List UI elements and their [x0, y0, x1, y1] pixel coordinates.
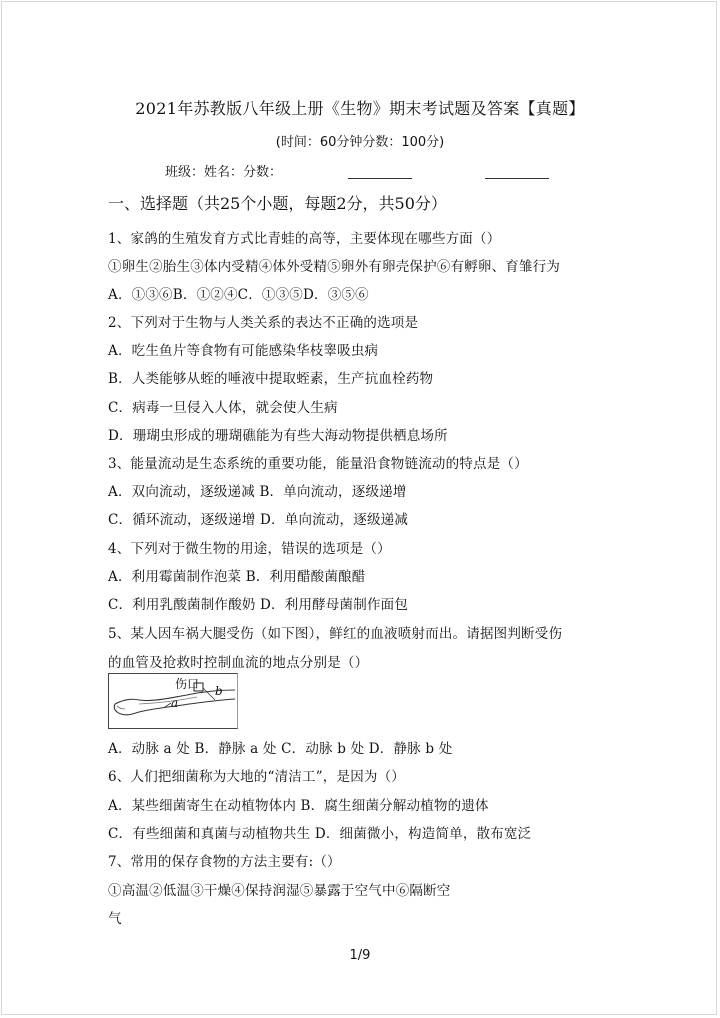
figure-label-a: a [171, 696, 179, 710]
q6-options-cd: C．有些细菌和真菌与动植物共生 D．细菌微小，构造简单，散布宽泛 [108, 826, 532, 842]
q5-stem-line2: 的血管及抢救时控制血流的地点分别是（） [108, 655, 369, 671]
q5-options: A．动脉 a 处 B．静脉 a 处 C．动脉 b 处 D．静脉 b 处 [108, 741, 453, 757]
score-blank-line [485, 178, 549, 179]
student-info-line: 班级：姓名：分数： [165, 165, 283, 180]
q4-options-cd: C．利用乳酸菌制作酸奶 D．利用酵母菌制作面包 [108, 597, 409, 613]
page-number: 1/9 [349, 948, 371, 963]
q7-items-line1: ①高温②低温③干燥④保持润湿⑤暴露于空气中⑥隔断空 [108, 883, 451, 899]
q2-option-d: D．珊瑚虫形成的珊瑚礁能为有些大海动物提供栖息场所 [108, 428, 448, 444]
q7-stem: 7、常用的保存食物的方法主要有:（） [108, 854, 341, 870]
class-blank-line [348, 178, 412, 179]
exam-subtitle: (时间：60分钟分数：100分) [275, 135, 445, 150]
q1-items: ①卵生②胎生③体内受精④体外受精⑤卵外有卵壳保护⑥有孵卵、育雏行为 [108, 259, 561, 275]
q2-option-b: B．人类能够从蛭的唾液中提取蛭素，生产抗血栓药物 [108, 371, 434, 387]
q3-options-cd: C．循环流动，逐级递增 D．单向流动，逐级递减 [108, 512, 409, 528]
q6-options-ab: A．某些细菌寄生在动植物体内 B．腐生细菌分解动植物的遗体 [108, 798, 489, 814]
q4-stem: 4、下列对于微生物的用途，错误的选项是（） [108, 541, 391, 557]
exam-title: 2021年苏教版八年级上册《生物》期末考试题及答案【真题】 [135, 99, 585, 118]
leg-injury-figure [108, 673, 238, 729]
q3-options-ab: A．双向流动，逐级递减 B．单向流动，逐级递增 [108, 484, 407, 500]
section-heading: 一、选择题（共25个小题，每题2分，共50分） [108, 194, 447, 213]
q5-stem-line1: 5、某人因车祸大腿受伤（如下图），鲜红的血液喷射而出。请据图判断受伤 [108, 626, 563, 642]
q6-stem: 6、人们把细菌称为大地的“清洁工”，是因为（） [108, 769, 405, 785]
q2-option-a: A．吃生鱼片等食物有可能感染华枝睾吸虫病 [108, 343, 379, 359]
q3-stem: 3、能量流动是生态系统的重要功能，能量沿食物链流动的特点是（） [108, 456, 528, 472]
q1-options: A．①③⑥B．①②④C．①③⑤D．③⑤⑥ [108, 287, 369, 303]
q7-items-line2: 气 [108, 911, 122, 927]
q1-stem: 1、家鸽的生殖发育方式比青蛙的高等，主要体现在哪些方面（） [108, 231, 501, 247]
q2-option-c: C．病毒一旦侵入人体，就会使人生病 [108, 400, 338, 416]
q2-stem: 2、下列对于生物与人类关系的表达不正确的选项是 [108, 315, 419, 331]
q4-options-ab: A．利用霉菌制作泡菜 B．利用醋酸菌酿醋 [108, 569, 366, 585]
figure-label-b: b [215, 684, 223, 698]
figure-label-wound: 伤口 [175, 677, 200, 691]
